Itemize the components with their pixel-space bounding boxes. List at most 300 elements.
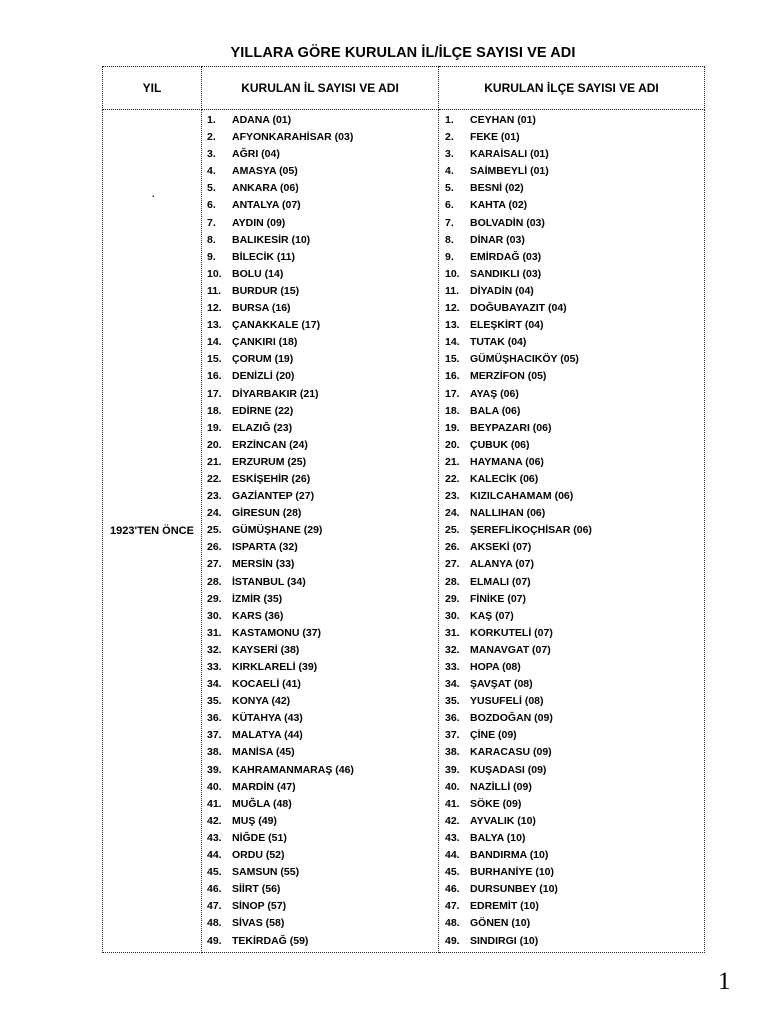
- district-item-number: 19.: [445, 421, 460, 434]
- district-item: [439, 522, 704, 539]
- district-item-text: ALANYA (07): [470, 558, 534, 571]
- province-item: [202, 112, 438, 129]
- district-item-text: EMİRDAĞ (03): [470, 250, 542, 263]
- province-item-text: KAYSERİ (38): [232, 643, 300, 656]
- district-item: [439, 881, 704, 898]
- district-item-number: 49.: [445, 934, 460, 947]
- province-item: [202, 403, 438, 420]
- province-item: [202, 488, 438, 505]
- province-item-number: 18.: [207, 404, 222, 417]
- district-item-text: FEKE (01): [470, 131, 520, 144]
- district-item-text: BEYPAZARI (06): [470, 421, 552, 434]
- district-item-text: SÖKE (09): [470, 797, 522, 810]
- district-item: [439, 693, 704, 710]
- province-item-text: GAZİANTEP (27): [232, 490, 315, 503]
- header-provinces: KURULAN İL SAYISI VE ADI: [202, 67, 439, 110]
- district-item-number: 44.: [445, 849, 460, 862]
- province-item-number: 47.: [207, 900, 222, 913]
- province-item-text: KIRKLARELİ (39): [232, 661, 318, 673]
- district-item-number: 38.: [445, 746, 460, 759]
- province-item: [202, 642, 438, 659]
- district-item: [439, 813, 704, 830]
- district-item-number: 27.: [445, 558, 460, 571]
- district-item-number: 42.: [445, 814, 460, 827]
- province-item-text: ANTALYA (07): [232, 199, 301, 212]
- district-item: [439, 180, 704, 197]
- year-cell: [103, 110, 202, 953]
- province-item-number: 44.: [207, 849, 222, 862]
- district-item-number: 11.: [445, 284, 460, 297]
- province-item: [202, 368, 438, 385]
- district-item-text: YUSUFELİ (08): [470, 695, 544, 708]
- province-item-text: KASTAMONU (37): [232, 626, 322, 639]
- district-item-text: SINDIRGI (10): [470, 934, 539, 947]
- province-item-text: KARS (36): [232, 609, 284, 622]
- province-item-text: SİİRT (56): [232, 883, 281, 896]
- province-item-text: ELAZIĞ (23): [232, 421, 293, 434]
- district-item: [439, 933, 704, 950]
- province-item-number: 28.: [207, 575, 222, 588]
- district-item-text: MANAVGAT (07): [470, 643, 551, 656]
- district-item-number: 43.: [445, 831, 460, 844]
- district-item-number: 28.: [445, 575, 460, 588]
- district-item-number: 6.: [445, 199, 454, 212]
- district-item: [439, 317, 704, 334]
- district-item-text: BANDIRMA (10): [470, 849, 549, 862]
- province-list: [202, 110, 438, 952]
- district-item-text: NAZİLLİ (09): [470, 780, 532, 793]
- province-item-text: BİLECİK (11): [232, 250, 296, 263]
- district-item: [439, 676, 704, 693]
- province-item-number: 5.: [207, 182, 216, 195]
- province-item-text: AĞRI (04): [232, 148, 280, 161]
- province-item-number: 25.: [207, 524, 222, 537]
- district-item: [439, 796, 704, 813]
- province-item-text: GİRESUN (28): [232, 507, 302, 520]
- district-item: [439, 232, 704, 249]
- district-item: [439, 386, 704, 403]
- district-item: [439, 454, 704, 471]
- district-item-text: MERZİFON (05): [470, 370, 547, 383]
- province-item-number: 22.: [207, 472, 222, 485]
- province-item: [202, 744, 438, 761]
- province-item: [202, 266, 438, 283]
- district-item-number: 29.: [445, 592, 460, 605]
- district-item-number: 9.: [445, 250, 454, 263]
- province-item-text: BURSA (16): [232, 302, 291, 315]
- district-item-text: BESNİ (02): [470, 182, 524, 195]
- province-item: [202, 933, 438, 950]
- province-item-text: ÇORUM (19): [232, 353, 294, 366]
- district-item-text: KAŞ (07): [470, 609, 514, 622]
- province-item: [202, 215, 438, 232]
- district-item: [439, 727, 704, 744]
- province-item-number: 26.: [207, 541, 222, 554]
- district-item: [439, 300, 704, 317]
- province-item-number: 24.: [207, 507, 222, 520]
- district-item: [439, 539, 704, 556]
- province-item: [202, 608, 438, 625]
- province-item-number: 43.: [207, 831, 222, 844]
- province-item-number: 41.: [207, 797, 222, 810]
- district-item-number: 46.: [445, 883, 460, 896]
- table-row: [103, 110, 705, 953]
- district-item-number: 40.: [445, 780, 460, 793]
- district-item-number: 14.: [445, 336, 460, 349]
- province-item-number: 49.: [207, 934, 222, 947]
- province-item-text: AFYONKARAHİSAR (03): [232, 131, 354, 144]
- district-item: [439, 830, 704, 847]
- district-item-text: SAİMBEYLİ (01): [470, 165, 549, 178]
- province-item-text: GÜMÜŞHANE (29): [232, 524, 323, 537]
- district-item-number: 31.: [445, 626, 460, 639]
- district-item-number: 18.: [445, 404, 460, 417]
- district-item-number: 32.: [445, 643, 460, 656]
- province-item-number: 9.: [207, 250, 216, 263]
- district-item-number: 45.: [445, 866, 460, 879]
- district-item: [439, 762, 704, 779]
- province-item-text: AYDIN (09): [232, 216, 286, 229]
- province-item-number: 32.: [207, 643, 222, 656]
- province-item: [202, 420, 438, 437]
- province-item-text: TEKİRDAĞ (59): [232, 934, 309, 947]
- province-item: [202, 437, 438, 454]
- district-item-text: AYVALIK (10): [470, 814, 536, 827]
- province-item-number: 20.: [207, 438, 222, 451]
- district-item: [439, 437, 704, 454]
- district-item: [439, 249, 704, 266]
- district-item-number: 4.: [445, 165, 454, 178]
- district-item-text: ELEŞKİRT (04): [470, 319, 544, 332]
- district-item-text: KARAİSALI (01): [470, 148, 549, 161]
- province-item: [202, 898, 438, 915]
- province-item-number: 17.: [207, 387, 222, 400]
- province-item: [202, 197, 438, 214]
- page-title: YILLARA GÖRE KURULAN İL/İLÇE SAYISI VE ADI: [230, 45, 576, 61]
- province-item-number: 14.: [207, 336, 222, 349]
- district-item: [439, 847, 704, 864]
- province-item: [202, 693, 438, 710]
- district-item-text: ŞEREFLİKOÇHİSAR (06): [470, 524, 592, 537]
- province-item-text: SAMSUN (55): [232, 866, 300, 879]
- district-item-number: 47.: [445, 900, 460, 913]
- district-item: [439, 574, 704, 591]
- province-item-text: AMASYA (05): [232, 165, 298, 178]
- province-item-number: 30.: [207, 609, 222, 622]
- province-item: [202, 522, 438, 539]
- province-item-text: İZMİR (35): [232, 592, 283, 605]
- district-item-text: KIZILCAHAMAM (06): [470, 490, 574, 503]
- province-item-number: 35.: [207, 695, 222, 708]
- province-item-text: MUŞ (49): [232, 814, 277, 827]
- district-item: [439, 591, 704, 608]
- district-item-number: 10.: [445, 267, 460, 280]
- province-item-number: 1.: [207, 114, 216, 126]
- district-item-text: FİNİKE (07): [470, 592, 527, 605]
- district-item-number: 24.: [445, 507, 460, 520]
- province-district-table: [102, 66, 705, 953]
- province-item-number: 27.: [207, 558, 222, 571]
- district-item: [439, 283, 704, 300]
- province-item: [202, 676, 438, 693]
- province-item-text: KAHRAMANMARAŞ (46): [232, 763, 354, 776]
- year-label: 1923'TEN ÖNCE: [110, 524, 194, 537]
- province-item-text: EDİRNE (22): [232, 404, 294, 417]
- table-header-row: [103, 67, 705, 110]
- district-item-text: SANDIKLI (03): [470, 267, 542, 280]
- district-item-text: BOLVADİN (03): [470, 216, 545, 229]
- province-item: [202, 625, 438, 642]
- district-item: [439, 659, 704, 676]
- province-item-text: İSTANBUL (34): [232, 575, 306, 588]
- district-item-text: KALECİK (06): [470, 472, 539, 485]
- province-item-number: 7.: [207, 216, 216, 229]
- province-item-text: MALATYA (44): [232, 729, 303, 742]
- province-item-text: ANKARA (06): [232, 182, 299, 195]
- province-item-text: ADANA (01): [232, 114, 292, 126]
- province-item: [202, 283, 438, 300]
- district-item-text: KARACASU (09): [470, 746, 552, 759]
- province-item-number: 8.: [207, 233, 216, 246]
- province-item: [202, 813, 438, 830]
- province-item-text: KONYA (42): [232, 695, 291, 708]
- district-item-text: BALYA (10): [470, 831, 526, 844]
- province-item-number: 37.: [207, 729, 222, 742]
- province-item: [202, 163, 438, 180]
- district-item-number: 33.: [445, 661, 460, 673]
- province-item: [202, 232, 438, 249]
- district-item: [439, 334, 704, 351]
- district-item: [439, 625, 704, 642]
- province-item: [202, 471, 438, 488]
- province-item: [202, 659, 438, 676]
- province-item-number: 39.: [207, 763, 222, 776]
- district-item-text: KUŞADASI (09): [470, 763, 547, 776]
- district-item-text: KAHTA (02): [470, 199, 528, 212]
- district-item-number: 2.: [445, 131, 454, 144]
- district-item: [439, 488, 704, 505]
- province-item: [202, 386, 438, 403]
- district-item-number: 20.: [445, 438, 460, 451]
- district-item: [439, 710, 704, 727]
- district-item: [439, 420, 704, 437]
- province-item: [202, 881, 438, 898]
- district-item-number: 48.: [445, 917, 460, 930]
- province-item: [202, 317, 438, 334]
- district-item: [439, 112, 704, 129]
- province-item-text: BALIKESİR (10): [232, 233, 311, 246]
- province-item-number: 12.: [207, 302, 222, 315]
- district-item: [439, 556, 704, 573]
- province-item-number: 13.: [207, 319, 222, 332]
- district-item-number: 13.: [445, 319, 460, 332]
- district-item: [439, 403, 704, 420]
- district-item-text: ÇUBUK (06): [470, 438, 530, 451]
- district-item-text: GÜMÜŞHACIKÖY (05): [470, 353, 579, 366]
- province-item-number: 16.: [207, 370, 222, 383]
- district-item: [439, 915, 704, 932]
- district-item-text: ELMALI (07): [470, 575, 531, 588]
- district-item: [439, 608, 704, 625]
- province-item-text: ESKİŞEHİR (26): [232, 472, 311, 485]
- province-item: [202, 249, 438, 266]
- district-item-text: AYAŞ (06): [470, 387, 519, 400]
- district-item: [439, 642, 704, 659]
- province-item-number: 36.: [207, 712, 222, 725]
- district-item-number: 37.: [445, 729, 460, 742]
- district-item-text: DOĞUBAYAZIT (04): [470, 302, 567, 315]
- district-item: [439, 351, 704, 368]
- district-item-number: 25.: [445, 524, 460, 537]
- province-item-text: DENİZLİ (20): [232, 370, 295, 383]
- district-item: [439, 779, 704, 796]
- district-item-number: 23.: [445, 490, 460, 503]
- district-item-text: HOPA (08): [470, 661, 521, 673]
- district-item-text: EDREMİT (10): [470, 900, 539, 913]
- province-item: [202, 129, 438, 146]
- province-item: [202, 556, 438, 573]
- province-item-number: 15.: [207, 353, 222, 366]
- district-item: [439, 471, 704, 488]
- district-item-text: BOZDOĞAN (09): [470, 712, 553, 725]
- province-item-text: MARDİN (47): [232, 780, 296, 793]
- province-item-number: 34.: [207, 678, 222, 691]
- province-item-number: 10.: [207, 267, 222, 280]
- province-item-number: 21.: [207, 455, 222, 468]
- district-list: [439, 110, 704, 952]
- district-item-number: 7.: [445, 216, 454, 229]
- province-item-text: ÇANKIRI (18): [232, 336, 298, 349]
- district-item: [439, 146, 704, 163]
- district-item-number: 30.: [445, 609, 460, 622]
- province-item-text: ÇANAKKALE (17): [232, 319, 321, 332]
- province-item: [202, 300, 438, 317]
- district-item-text: HAYMANA (06): [470, 455, 544, 468]
- district-item: [439, 129, 704, 146]
- province-item-number: 40.: [207, 780, 222, 793]
- district-item-number: 1.: [445, 114, 454, 126]
- province-item-text: ORDU (52): [232, 849, 285, 862]
- district-item-number: 5.: [445, 182, 454, 195]
- district-item: [439, 864, 704, 881]
- district-item-number: 35.: [445, 695, 460, 708]
- province-item: [202, 915, 438, 932]
- province-item: [202, 454, 438, 471]
- district-list-cell: [439, 110, 705, 953]
- district-item-number: 12.: [445, 302, 460, 315]
- province-item: [202, 762, 438, 779]
- province-item-number: 4.: [207, 165, 216, 178]
- district-item-text: NALLIHAN (06): [470, 507, 546, 520]
- province-item-number: 46.: [207, 883, 222, 896]
- province-item: [202, 351, 438, 368]
- province-item-number: 29.: [207, 592, 222, 605]
- stray-mark: .: [152, 189, 155, 199]
- province-item-text: BURDUR (15): [232, 284, 300, 297]
- province-item-text: KÜTAHYA (43): [232, 712, 303, 725]
- district-item-text: DİNAR (03): [470, 233, 525, 246]
- province-item-text: DİYARBAKIR (21): [232, 387, 319, 400]
- district-item-number: 41.: [445, 797, 460, 810]
- province-item-text: KOCAELİ (41): [232, 678, 301, 691]
- district-item-number: 34.: [445, 678, 460, 691]
- district-item-number: 26.: [445, 541, 460, 554]
- district-item-text: ÇİNE (09): [470, 729, 517, 742]
- province-item-number: 45.: [207, 866, 222, 879]
- district-item-text: BALA (06): [470, 404, 521, 417]
- district-item-text: GÖNEN (10): [470, 917, 531, 930]
- province-item-text: NİĞDE (51): [232, 831, 287, 844]
- district-item-text: KORKUTELİ (07): [470, 626, 553, 639]
- district-item: [439, 215, 704, 232]
- province-item: [202, 505, 438, 522]
- province-item: [202, 727, 438, 744]
- district-item-number: 8.: [445, 233, 454, 246]
- province-item-number: 23.: [207, 490, 222, 503]
- province-item-text: MANİSA (45): [232, 746, 295, 759]
- page-number: 1: [718, 968, 731, 995]
- province-item-number: 6.: [207, 199, 216, 212]
- province-item: [202, 539, 438, 556]
- district-item: [439, 197, 704, 214]
- province-item: [202, 847, 438, 864]
- district-item: [439, 898, 704, 915]
- province-item: [202, 830, 438, 847]
- province-item-number: 19.: [207, 421, 222, 434]
- province-item-text: MUĞLA (48): [232, 797, 292, 810]
- district-item-number: 3.: [445, 148, 454, 161]
- district-item-text: DURSUNBEY (10): [470, 883, 558, 896]
- province-item-number: 11.: [207, 284, 222, 297]
- district-item: [439, 266, 704, 283]
- province-item-number: 48.: [207, 917, 222, 930]
- district-item-text: CEYHAN (01): [470, 114, 536, 126]
- province-item-number: 38.: [207, 746, 222, 759]
- province-item-number: 42.: [207, 814, 222, 827]
- district-item-text: AKSEKİ (07): [470, 541, 532, 554]
- province-item: [202, 146, 438, 163]
- province-item-text: ERZİNCAN (24): [232, 438, 308, 451]
- province-item: [202, 334, 438, 351]
- district-item: [439, 163, 704, 180]
- district-item: [439, 505, 704, 522]
- province-item-text: ISPARTA (32): [232, 541, 298, 554]
- province-item-text: MERSİN (33): [232, 558, 295, 571]
- province-item: [202, 710, 438, 727]
- province-item: [202, 591, 438, 608]
- district-item-number: 16.: [445, 370, 460, 383]
- district-item-text: ŞAVŞAT (08): [470, 678, 533, 691]
- header-districts: KURULAN İLÇE SAYISI VE ADI: [439, 67, 705, 110]
- district-item-number: 15.: [445, 353, 460, 366]
- district-item-text: DİYADİN (04): [470, 284, 534, 297]
- district-item-number: 22.: [445, 472, 460, 485]
- province-item-number: 3.: [207, 148, 216, 161]
- province-item-text: ERZURUM (25): [232, 455, 307, 468]
- header-year: YIL: [103, 67, 202, 110]
- province-item: [202, 796, 438, 813]
- province-item-number: 33.: [207, 661, 222, 673]
- province-item-text: SİNOP (57): [232, 900, 287, 913]
- district-item-text: BURHANİYE (10): [470, 866, 555, 879]
- district-item-number: 17.: [445, 387, 460, 400]
- province-item-text: SİVAS (58): [232, 917, 285, 930]
- province-item: [202, 779, 438, 796]
- district-item: [439, 744, 704, 761]
- district-item-number: 21.: [445, 455, 460, 468]
- province-list-cell: [202, 110, 439, 953]
- province-item: [202, 574, 438, 591]
